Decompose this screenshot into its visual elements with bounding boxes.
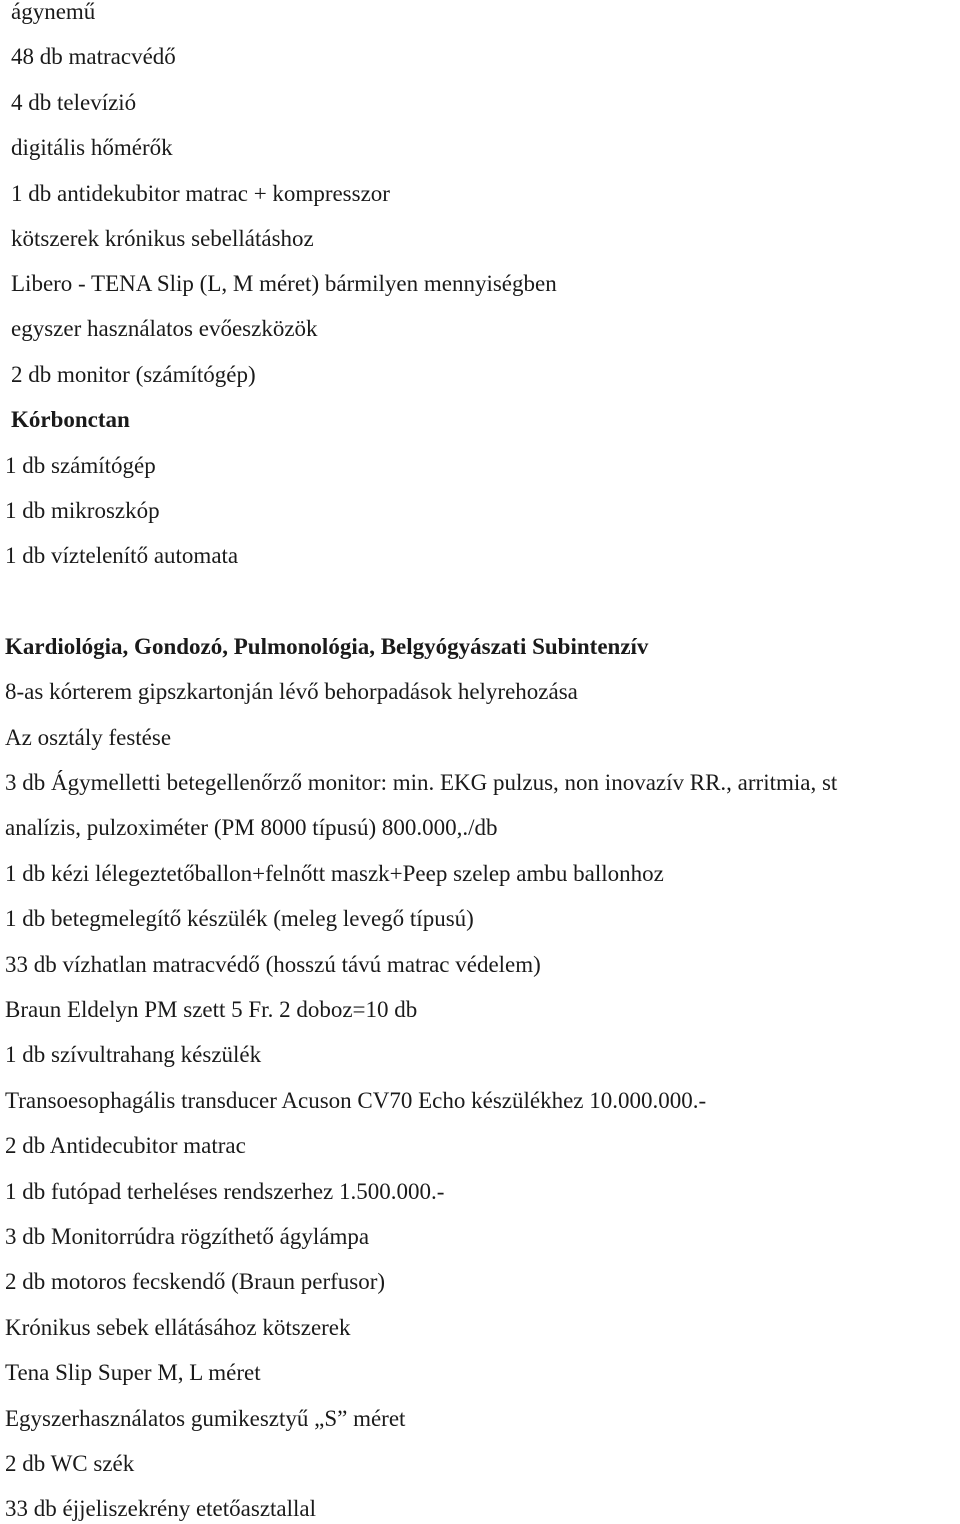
list-item: Braun Eldelyn PM szett 5 Fr. 2 doboz=10 db	[5, 997, 418, 1022]
list-item: analízis, pulzoximéter (PM 8000 típusú) 800.000,./db	[5, 815, 498, 840]
list-item: 33 db éjjeliszekrény etetőasztallal	[5, 1496, 317, 1521]
list-item: Az osztály festése	[5, 725, 172, 750]
list-item: 2 db Antidecubitor matrac	[5, 1133, 246, 1158]
list-item: 3 db Ágymelletti betegellenőrző monitor: min. EKG pulzus, non inovazív RR., arritmia, st	[5, 770, 838, 795]
list-item: 8-as kórterem gipszkartonján lévő behorpadások helyrehozása	[5, 679, 578, 704]
list-item: Tena Slip Super M, L méret	[5, 1360, 261, 1385]
list-item: 48 db matracvédő	[11, 44, 176, 69]
list-item: kötszerek krónikus sebellátáshoz	[11, 226, 314, 251]
list-item: Egyszerhasználatos gumikesztyű „S” méret	[5, 1406, 406, 1431]
list-item: 2 db motoros fecskendő (Braun perfusor)	[5, 1269, 386, 1294]
list-item: Libero - TENA Slip (L, M méret) bármilyen mennyiségben	[11, 271, 557, 296]
list-item: Krónikus sebek ellátásához kötszerek	[5, 1315, 351, 1340]
list-item: 1 db szívultrahang készülék	[5, 1042, 262, 1067]
list-item: 1 db betegmelegítő készülék (meleg levegő típusú)	[5, 906, 474, 931]
list-item: digitális hőmérők	[11, 135, 173, 160]
list-item: 33 db vízhatlan matracvédő (hosszú távú matrac védelem)	[5, 952, 541, 977]
list-item: Transoesophagális transducer Acuson CV70 Echo készülékhez 10.000.000.-	[5, 1088, 707, 1113]
section-heading-kardiologia: Kardiológia, Gondozó, Pulmonológia, Belgyógyászati Subintenzív	[5, 634, 649, 659]
list-item: 2 db monitor (számítógép)	[11, 362, 256, 387]
list-item: 1 db antidekubitor matrac + kompresszor	[11, 181, 390, 206]
list-item: 1 db kézi lélegeztetőballon+felnőtt maszk+Peep szelep ambu ballonhoz	[5, 861, 664, 886]
list-item: 1 db futópad terheléses rendszerhez 1.500.000.-	[5, 1179, 445, 1204]
list-item: ágynemű	[11, 0, 96, 24]
list-item: egyszer használatos evőeszközök	[11, 316, 318, 341]
section-heading-korbonctan: Kórbonctan	[11, 407, 130, 432]
list-item: 2 db WC szék	[5, 1451, 135, 1476]
list-item: 4 db televízió	[11, 90, 137, 115]
list-item: 1 db mikroszkóp	[5, 498, 160, 523]
list-item: 3 db Monitorrúdra rögzíthető ágylámpa	[5, 1224, 370, 1249]
list-item: 1 db víztelenítő automata	[5, 543, 239, 568]
list-item: 1 db számítógép	[5, 453, 156, 478]
